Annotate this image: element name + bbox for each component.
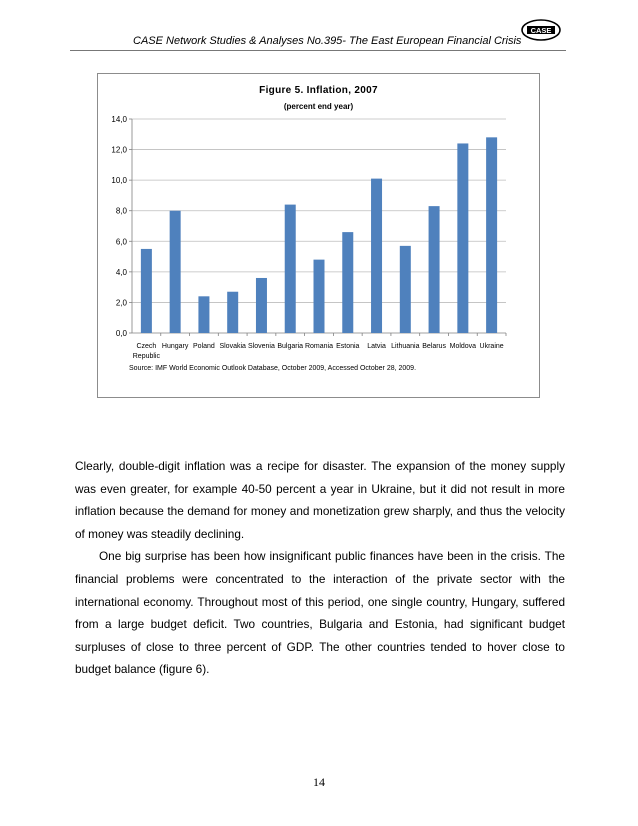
x-tick-label: Ukraine	[479, 343, 504, 350]
y-tick-label: 8,0	[115, 206, 127, 216]
case-logo-mark	[521, 19, 561, 41]
x-tick-label: Estonia	[336, 343, 360, 350]
x-tick-label: Poland	[193, 343, 215, 350]
paragraph-1: Clearly, double-digit inflation was a recipe for disaster. The expansion of the money supply was even greater, for example 40-50 percent a year in Ukraine, but it did not result in more inflation because the demand for money and monetization grew sharply, and thus the velocity of money was steadily declining.	[75, 459, 565, 541]
x-tick-label: Czech Republic	[132, 343, 161, 360]
bar-belarus	[429, 206, 440, 333]
bar-estonia	[342, 232, 353, 333]
figure-source: Source: IMF World Economic Outlook Database, October 2009, Accessed October 28, 2009.	[129, 365, 417, 372]
x-tick-label: Belarus	[422, 343, 446, 350]
bar-latvia	[371, 179, 382, 333]
running-title: CASE Network Studies & Analyses No.395- The East European Financial Crisis	[133, 35, 522, 47]
y-tick-label: 6,0	[115, 237, 127, 247]
paragraph-2: One big surprise has been how insignificant public finances have been in the crisis. The financial problems were concentrated to the interaction of the private sector with the international economy. Throughout most of this period, one single country, Hungary, suffered from a large budget deficit. Two countries, Bulgaria and Estonia, had significant budget surpluses of close to three percent of GDP. The other countries tended to hover close to budget balance (figure 6).	[75, 549, 565, 677]
x-tick-label: Slovenia	[248, 343, 275, 350]
y-tick-label: 2,0	[115, 298, 127, 308]
bar-slovakia	[227, 292, 238, 333]
bar-hungary	[170, 211, 181, 333]
page-number: 14	[313, 775, 325, 789]
x-tick-label: Bulgaria	[277, 343, 304, 350]
figure-5-box	[97, 73, 540, 398]
bar-slovenia	[256, 278, 267, 333]
x-tick-label: Latvia	[367, 343, 386, 350]
y-tick-label: 14,0	[111, 115, 127, 124]
bar-bulgaria	[285, 205, 296, 333]
bar-romania	[314, 260, 325, 333]
chart-title: Figure 5. Inflation, 2007	[259, 85, 378, 96]
bar-poland	[198, 296, 209, 333]
bar-chart	[98, 74, 539, 397]
x-tick-label: Moldova	[449, 343, 477, 350]
y-tick-label: 4,0	[115, 267, 127, 277]
bar-lithuania	[400, 246, 411, 333]
bar-moldova	[457, 143, 468, 333]
y-tick-label: 10,0	[111, 176, 127, 186]
x-tick-label: Lithuania	[391, 343, 420, 350]
running-header	[70, 28, 566, 51]
y-tick-label: 0,0	[115, 329, 127, 338]
chart-subtitle: (percent end year)	[283, 102, 354, 111]
x-tick-label: Slovakia	[219, 343, 246, 350]
case-logo	[521, 19, 561, 41]
body-text	[75, 455, 565, 681]
case-logo-text: CASE	[530, 26, 552, 35]
x-tick-label: Hungary	[161, 343, 189, 350]
x-tick-label: Romania	[304, 343, 334, 350]
bar-czech-republic	[141, 249, 152, 333]
y-tick-label: 12,0	[111, 145, 127, 155]
bar-ukraine	[486, 137, 497, 333]
